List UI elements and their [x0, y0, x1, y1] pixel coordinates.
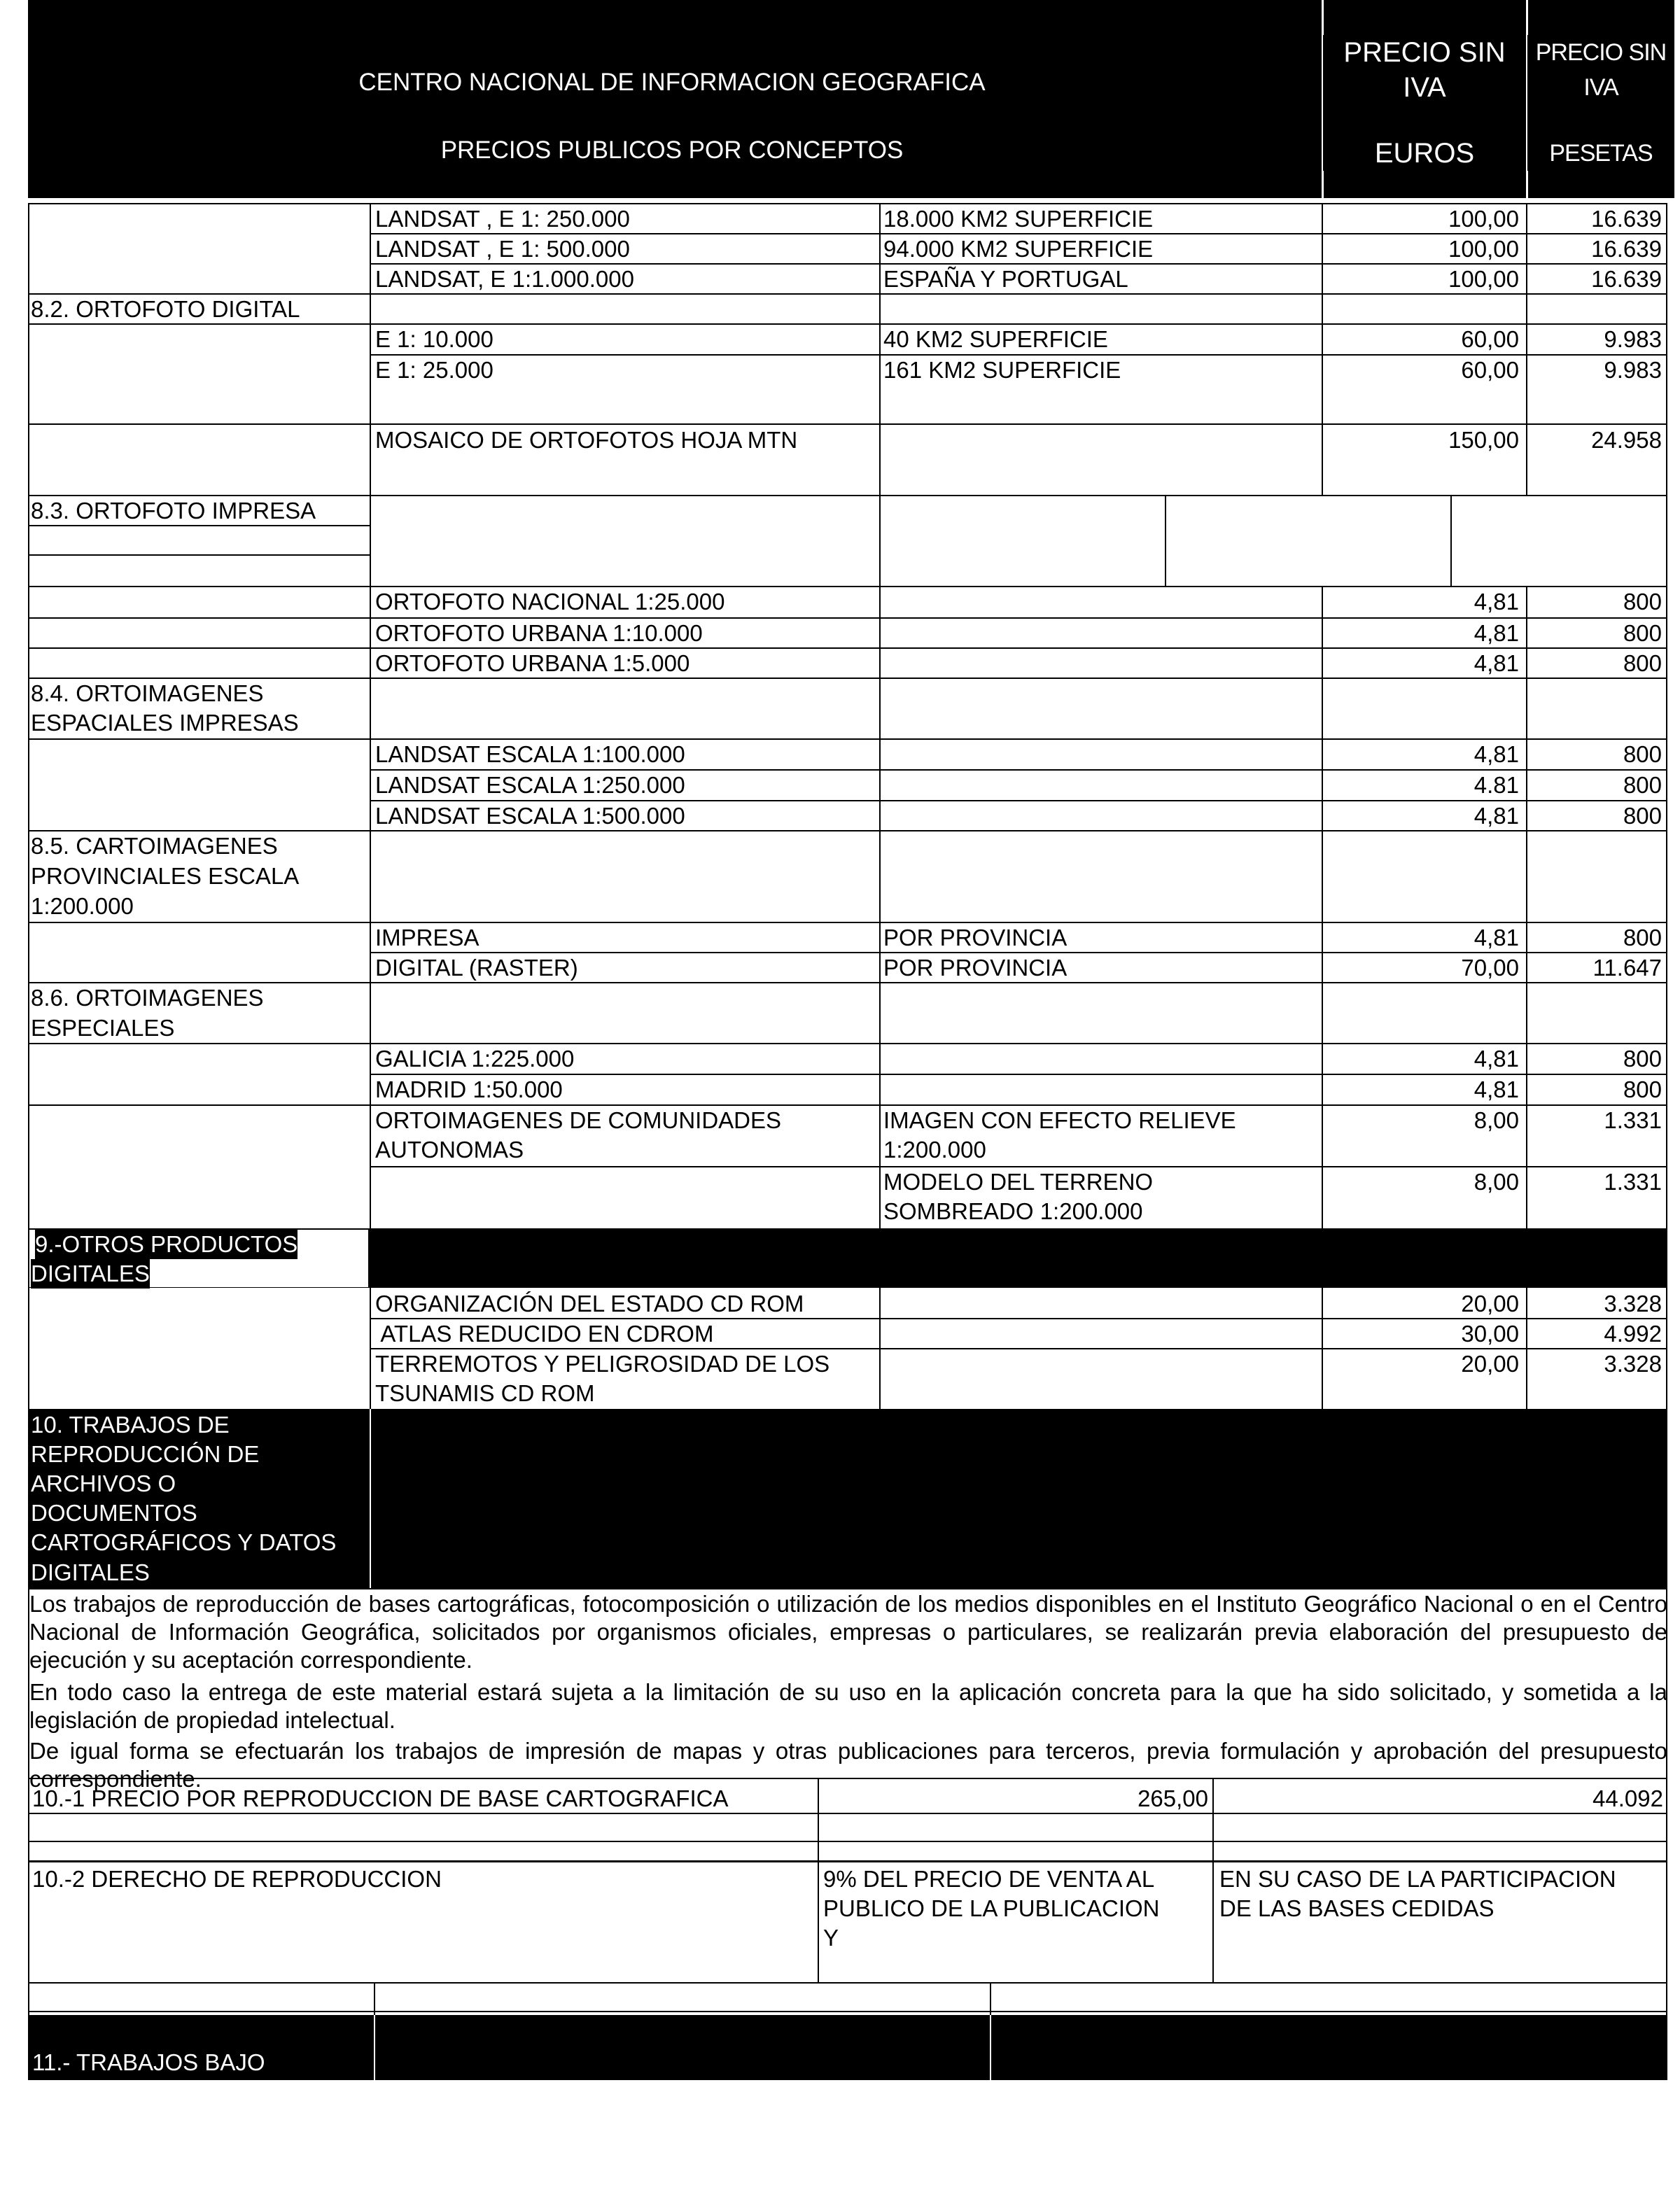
table-cell: AUTONOMAS	[375, 1137, 524, 1163]
table-cell: 60,00	[1461, 357, 1519, 383]
table-cell: E 1: 25.000	[375, 357, 493, 383]
table-cell: 800	[1623, 803, 1662, 829]
section-label: 8.4. ORTOIMAGENES	[31, 680, 264, 706]
table-cell: 4,81	[1474, 1076, 1519, 1102]
table-cell: 16.639	[1591, 206, 1662, 232]
row-rule	[28, 554, 370, 556]
table-cell: TSUNAMIS CD ROM	[375, 1380, 595, 1406]
paragraph: Los trabajos de reproducción de bases cartográficas, fotocomposición o utilización de los medios disponibles en el Instituto Geográfico Nacional o en el Centro Nacional de Información Geográfica, solicitados por organismos oficiales, empresas o particulares, se realizarán previa elaboración del presupuesto de ejecución y su aceptación correspondiente.	[29, 1591, 1667, 1673]
table-cell: DIGITAL (RASTER)	[375, 955, 578, 981]
section-label: ARCHIVOS O	[31, 1469, 176, 1498]
table-cell: 150,00	[1448, 427, 1519, 453]
table-cell: 1.331	[1604, 1107, 1662, 1133]
table-cell: E 1: 10.000	[375, 326, 493, 352]
section-band-11	[28, 2015, 1667, 2080]
table-cell: 11.647	[1592, 955, 1662, 981]
item-label: 10.-1 PRECIO POR REPRODUCCION DE BASE CARTOGRAFICA	[32, 1785, 729, 1811]
table-cell: 800	[1623, 1076, 1662, 1102]
table-cell: 4.992	[1604, 1321, 1662, 1347]
table-cell: POR PROVINCIA	[883, 955, 1068, 981]
col-rule	[818, 1778, 819, 1982]
page-title: CENTRO NACIONAL DE INFORMACION GEOGRAFICA	[210, 66, 1134, 99]
table-cell: 8,00	[1474, 1169, 1519, 1195]
section-label: REPRODUCCIÓN DE	[31, 1440, 259, 1469]
table-cell: ATLAS REDUCIDO EN CDROM	[375, 1321, 714, 1347]
table-cell: 3.328	[1604, 1351, 1662, 1377]
item-price-pesetas: 44.092	[1592, 1785, 1663, 1811]
col-header-pesetas: PRECIO SIN IVA PESETAS	[1527, 35, 1674, 171]
table-cell: LANDSAT , E 1: 250.000	[375, 206, 630, 232]
section-label: DIGITALES	[31, 1259, 150, 1289]
table-cell: 4,81	[1474, 741, 1519, 767]
table-cell: LANDSAT, E 1:1.000.000	[375, 266, 634, 292]
table-cell: TERREMOTOS Y PELIGROSIDAD DE LOS	[375, 1351, 830, 1377]
table-cell: IMAGEN CON EFECTO RELIEVE	[883, 1107, 1236, 1133]
table-cell: 30,00	[1461, 1321, 1519, 1347]
section-label: 8.6. ORTOIMAGENES	[31, 985, 264, 1011]
table-cell: 9.983	[1604, 357, 1662, 383]
table-cell: ORTOFOTO NACIONAL 1:25.000	[375, 589, 725, 615]
table-cell: 4,81	[1474, 650, 1519, 676]
page-subtitle: PRECIOS PUBLICOS POR CONCEPTOS	[210, 134, 1134, 167]
col-header-euros: PRECIO SIN IVA EUROS	[1323, 35, 1526, 171]
table-cell: SOMBREADO 1:200.000	[883, 1198, 1143, 1224]
table-cell: 800	[1623, 772, 1662, 798]
row-rule	[28, 423, 1667, 425]
section-label: DOCUMENTOS	[31, 1498, 197, 1528]
table-cell: 800	[1623, 650, 1662, 676]
table-cell: 18.000 KM2 SUPERFICIE	[883, 206, 1154, 232]
table-cell: ORTOFOTO URBANA 1:10.000	[375, 620, 703, 646]
table-cell: 3.328	[1604, 1291, 1662, 1317]
table-cell: 20,00	[1461, 1291, 1519, 1317]
table-cell: LANDSAT ESCALA 1:250.000	[375, 772, 685, 798]
item-price-euros: 265,00	[1138, 1785, 1208, 1811]
col-rule	[1666, 203, 1667, 1588]
table-cell: 4,81	[1474, 925, 1519, 950]
table-cell: MADRID 1:50.000	[375, 1076, 563, 1102]
table-cell: 1:200.000	[883, 1137, 986, 1163]
table-cell: 24.958	[1591, 427, 1662, 453]
table-cell: 800	[1623, 1046, 1662, 1072]
section-label: CARTOGRÁFICOS Y DATOS	[31, 1528, 336, 1557]
table-cell: LANDSAT ESCALA 1:500.000	[375, 803, 685, 829]
col-rule	[370, 203, 371, 1588]
section-label: 1:200.000	[31, 893, 134, 919]
table-cell: MODELO DEL TERRENO	[883, 1169, 1154, 1195]
paragraph: En todo caso la entrega de este material estará sujeta a la limitación de su uso en la aplicación concreta para la que ha sido solicitado, y sometida a la legislación de propiedad intelectual.	[29, 1679, 1667, 1733]
table-cell: 4,81	[1474, 620, 1519, 646]
table-cell: 94.000 KM2 SUPERFICIE	[883, 236, 1154, 262]
col-rule	[28, 203, 29, 1588]
table-cell: 100,00	[1448, 266, 1519, 292]
paragraph: De igual forma se efectuarán los trabajos de impresión de mapas y otras publicaciones para terceros, previa formulación y aprobación del presupuesto correspondiente.	[29, 1738, 1667, 1792]
col-rule	[1212, 1778, 1214, 1982]
section-label: DIGITALES	[31, 1558, 150, 1587]
col-rule	[1165, 495, 1166, 586]
section-label: 10. TRABAJOS DE	[31, 1410, 230, 1440]
table-cell: 60,00	[1461, 326, 1519, 352]
table-cell: ORTOFOTO URBANA 1:5.000	[375, 650, 690, 676]
table-cell: 4,81	[1474, 803, 1519, 829]
item-note: Y	[823, 1925, 839, 1951]
row-rule	[28, 1841, 1667, 1842]
table-cell: 800	[1623, 741, 1662, 767]
table-cell: 100,00	[1448, 236, 1519, 262]
row-rule	[28, 1982, 1667, 1984]
table-cell: ESPAÑA Y PORTUGAL	[883, 266, 1128, 292]
item-label: 10.-2 DERECHO DE REPRODUCCION	[32, 1866, 442, 1892]
section-band-10	[28, 1409, 1667, 1588]
row-rule	[28, 1409, 1667, 1410]
table-cell: 70,00	[1461, 955, 1519, 981]
row-rule	[28, 1588, 1667, 1589]
item-note: DE LAS BASES CEDIDAS	[1219, 1895, 1494, 1921]
section-label: ESPACIALES IMPRESAS	[31, 710, 299, 736]
section-label: PROVINCIALES ESCALA	[31, 863, 300, 889]
item-note: PUBLICO DE LA PUBLICACION	[823, 1895, 1160, 1921]
table-cell: 16.639	[1591, 266, 1662, 292]
table-cell: 20,00	[1461, 1351, 1519, 1377]
table-cell: GALICIA 1:225.000	[375, 1046, 575, 1072]
col-rule	[879, 203, 881, 1588]
table-cell: 4,81	[1474, 1046, 1519, 1072]
table-cell: POR PROVINCIA	[883, 925, 1068, 950]
table-cell: 16.639	[1591, 236, 1662, 262]
table-cell: 161 KM2 SUPERFICIE	[883, 357, 1121, 383]
section-label: 8.2. ORTOFOTO DIGITAL	[31, 296, 300, 322]
table-cell: IMPRESA	[375, 925, 479, 950]
table-cell: 100,00	[1448, 206, 1519, 232]
section-label: 9.-OTROS PRODUCTOS	[35, 1230, 298, 1259]
table-cell: 800	[1623, 589, 1662, 615]
table-cell: ORTOIMAGENES DE COMUNIDADES	[375, 1107, 782, 1133]
table-cell: 4.81	[1474, 772, 1519, 798]
table-cell: 8,00	[1474, 1107, 1519, 1133]
table-cell: 800	[1623, 620, 1662, 646]
table-cell: LANDSAT , E 1: 500.000	[375, 236, 630, 262]
table-cell: 1.331	[1604, 1169, 1662, 1195]
row-rule	[28, 1860, 1667, 1862]
section-label: ESPECIALES	[31, 1015, 175, 1041]
row-rule	[28, 2011, 1667, 2012]
col-rule	[1450, 495, 1452, 586]
col-rule	[370, 1409, 371, 1588]
table-cell: 4,81	[1474, 589, 1519, 615]
item-note: 9% DEL PRECIO DE VENTA AL	[823, 1866, 1155, 1892]
table-cell: LANDSAT ESCALA 1:100.000	[375, 741, 685, 767]
item-note: EN SU CASO DE LA PARTICIPACION	[1219, 1866, 1616, 1892]
table-cell: MOSAICO DE ORTOFOTOS HOJA MTN	[375, 427, 798, 453]
section-label: 11.- TRABAJOS BAJO	[32, 2048, 265, 2077]
table-cell: 9.983	[1604, 326, 1662, 352]
section-label: 8.5. CARTOIMAGENES	[31, 833, 278, 859]
table-cell: ORGANIZACIÓN DEL ESTADO CD ROM	[375, 1291, 804, 1317]
section-label: 8.3. ORTOFOTO IMPRESA	[31, 498, 316, 524]
table-cell: 40 KM2 SUPERFICIE	[883, 326, 1108, 352]
col-rule	[990, 2015, 991, 2080]
table-cell: 800	[1623, 925, 1662, 950]
col-rule	[374, 2015, 375, 2080]
